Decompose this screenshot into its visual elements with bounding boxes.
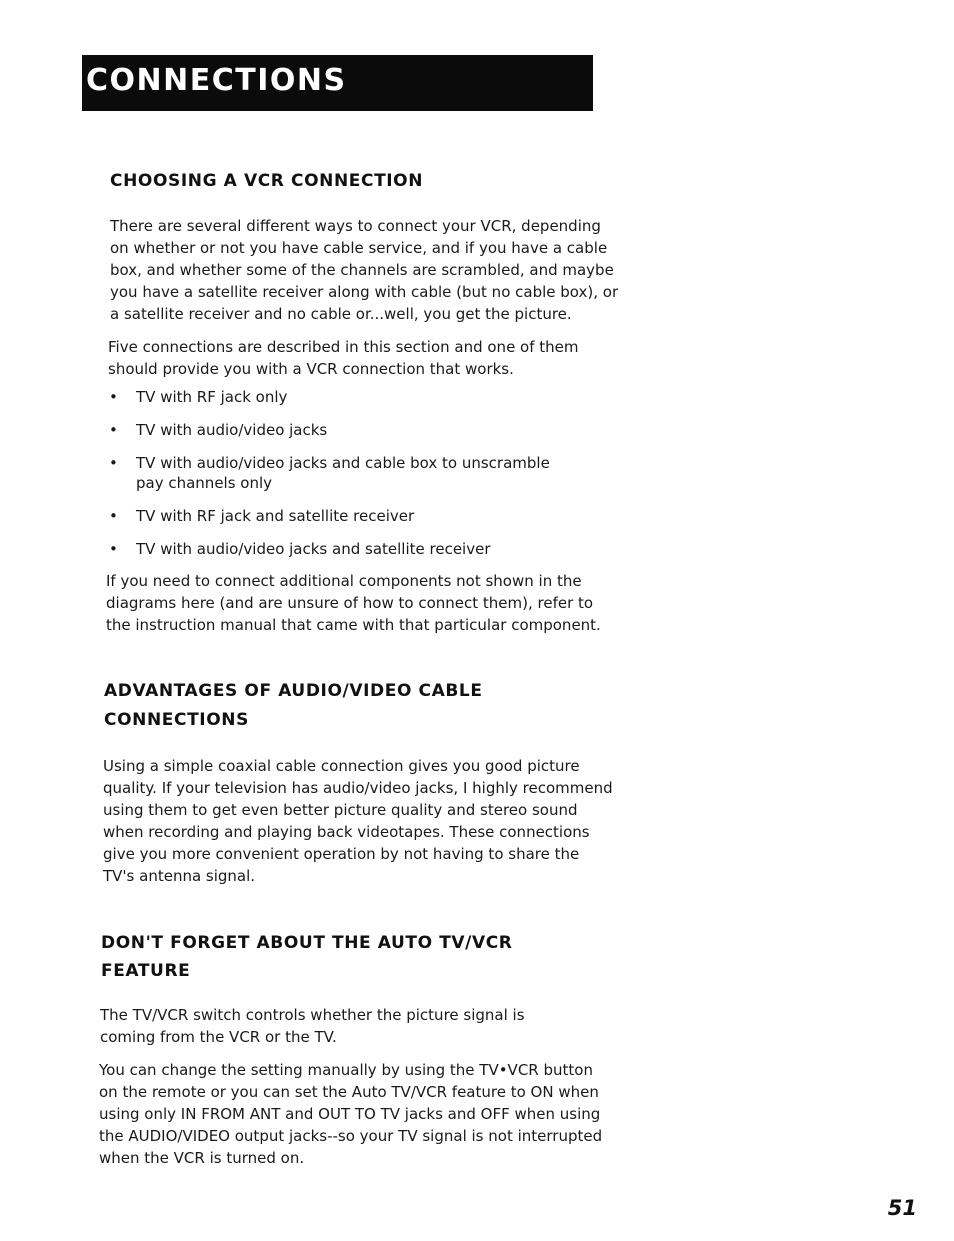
list-item: • TV with RF jack and satellite receiver — [109, 507, 415, 525]
heading-choosing-vcr-connection: CHOOSING A VCR CONNECTION — [110, 171, 424, 191]
page-number: 51 — [887, 1196, 917, 1220]
paragraph-ways-to-connect: There are several different ways to connect your VCR, depending on whether or not you have cable service, and if you have a cable box, and whether some of the channels are scrambled, and maybe you have a satellite receiver along with cable (but no cable box), or a satellite receiver and no cable or...well, you get the picture. — [110, 217, 619, 323]
heading-advantages-av-line2: CONNECTIONS — [104, 710, 249, 730]
heading-auto-tvvcr-line2: FEATURE — [101, 961, 191, 981]
section-banner — [82, 55, 593, 111]
banner-title: CONNECTIONS — [86, 63, 347, 98]
paragraph-tvvcr-switch: The TV/VCR switch controls whether the picture signal is coming from the VCR or the TV. — [100, 1006, 525, 1046]
list-item: • TV with audio/video jacks — [109, 421, 328, 439]
list-item: • TV with audio/video jacks and cable box to unscramble pay channels only — [109, 454, 550, 492]
list-item: • TV with audio/video jacks and satellite receiver — [109, 540, 491, 558]
heading-auto-tvvcr-line1: DON'T FORGET ABOUT THE AUTO TV/VCR — [101, 933, 513, 953]
paragraph-coaxial-quality: Using a simple coaxial cable connection gives you good picture quality. If your television has audio/video jacks, I highly recommend using them to get even better picture quality and stereo sound when recording and playing back videotapes. These connections give you more convenient operation by not having to share the TV's antenna signal. — [103, 757, 613, 885]
paragraph-five-connections: Five connections are described in this section and one of them should provide you with a VCR connection that works. — [108, 338, 579, 378]
bullet-icon: • — [109, 421, 118, 439]
paragraph-change-setting: You can change the setting manually by using the TV•VCR button on the remote or you can set the Auto TV/VCR feature to ON when using only IN FROM ANT and OUT TO TV jacks and OFF when using the AUDIO/VIDEO output jacks--so your TV signal is not interrupted when the VCR is turned on. — [99, 1061, 603, 1167]
paragraph-additional-components: If you need to connect additional components not shown in the diagrams here (and are unsure of how to connect them), refer to the instruction manual that came with that particular component. — [106, 572, 601, 634]
bullet-icon: • — [109, 454, 118, 472]
bullet-icon: • — [109, 507, 118, 525]
connection-options-list — [109, 387, 609, 572]
bullet-icon: • — [109, 540, 118, 558]
heading-advantages-av-line1: ADVANTAGES OF AUDIO/VIDEO CABLE — [104, 681, 483, 701]
bullet-icon: • — [109, 388, 118, 406]
list-item: • TV with RF jack only — [109, 388, 288, 406]
